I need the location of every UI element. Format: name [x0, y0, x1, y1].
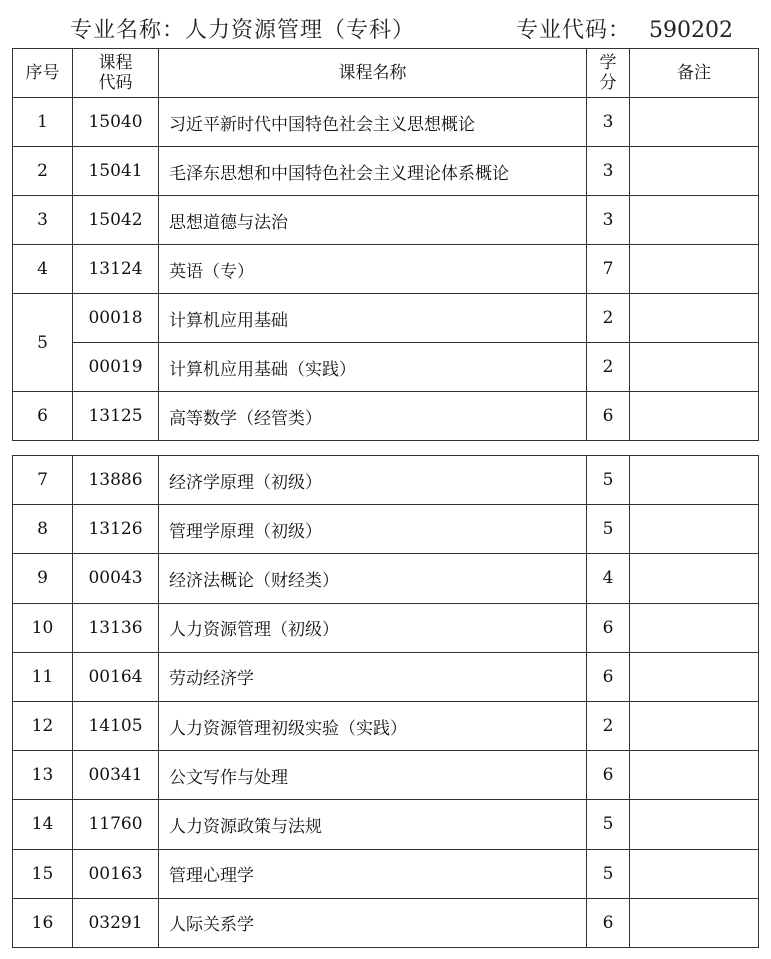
cell-seq: 4 — [13, 245, 73, 294]
cell-credit: 3 — [587, 147, 630, 196]
cell-code: 15042 — [73, 196, 159, 245]
cell-seq: 11 — [13, 652, 73, 701]
cell-seq: 12 — [13, 701, 73, 750]
cell-name: 公文写作与处理 — [159, 751, 587, 800]
cell-code: 00019 — [73, 343, 159, 392]
cell-seq: 16 — [13, 898, 73, 947]
major-name-heading — [70, 14, 415, 48]
table-row — [13, 505, 759, 554]
cell-name: 英语（专） — [159, 245, 587, 294]
cell-name: 习近平新时代中国特色社会主义思想概论 — [159, 98, 587, 147]
cell-code: 00043 — [73, 554, 159, 603]
cell-code: 00163 — [73, 849, 159, 898]
col-header-name: 课程名称 — [159, 49, 587, 98]
cell-note — [630, 98, 759, 147]
cell-credit: 2 — [587, 294, 630, 343]
cell-note — [630, 751, 759, 800]
cell-note — [630, 603, 759, 652]
cell-credit: 3 — [587, 196, 630, 245]
table-row — [13, 392, 759, 441]
col-header-code-line1: 课程 — [98, 53, 133, 73]
cell-note — [630, 554, 759, 603]
cell-credit: 5 — [587, 505, 630, 554]
cell-code: 11760 — [73, 800, 159, 849]
cell-seq: 8 — [13, 505, 73, 554]
cell-seq: 2 — [13, 147, 73, 196]
cell-code: 14105 — [73, 701, 159, 750]
cell-note — [630, 701, 759, 750]
table-row — [13, 603, 759, 652]
cell-note — [630, 800, 759, 849]
col-header-credit — [587, 49, 630, 98]
cell-note — [630, 898, 759, 947]
table-row — [13, 196, 759, 245]
cell-name: 经济法概论（财经类） — [159, 554, 587, 603]
cell-seq: 1 — [13, 98, 73, 147]
cell-credit: 5 — [587, 800, 630, 849]
cell-credit: 2 — [587, 343, 630, 392]
cell-note — [630, 294, 759, 343]
major-name-value: 人力资源管理（专科） — [185, 18, 416, 43]
cell-credit: 5 — [587, 849, 630, 898]
cell-code: 00164 — [73, 652, 159, 701]
cell-credit: 6 — [587, 603, 630, 652]
cell-name: 人际关系学 — [159, 898, 587, 947]
cell-name: 劳动经济学 — [159, 652, 587, 701]
table-row — [13, 652, 759, 701]
cell-name: 人力资源管理（初级） — [159, 603, 587, 652]
col-header-credit-line2: 分 — [599, 73, 617, 93]
cell-name: 人力资源管理初级实验（实践） — [159, 701, 587, 750]
cell-credit: 7 — [587, 245, 630, 294]
cell-name: 计算机应用基础 — [159, 294, 587, 343]
table-row — [13, 554, 759, 603]
cell-name: 管理心理学 — [159, 849, 587, 898]
table-row — [13, 147, 759, 196]
cell-credit: 6 — [587, 751, 630, 800]
cell-note — [630, 343, 759, 392]
cell-seq: 3 — [13, 196, 73, 245]
cell-seq: 7 — [13, 456, 73, 505]
cell-seq-merged: 5 — [13, 294, 73, 392]
col-header-credit-line1: 学 — [599, 53, 617, 73]
col-header-seq: 序号 — [13, 49, 73, 98]
col-header-code-line2: 代码 — [98, 73, 133, 93]
table-row — [13, 898, 759, 947]
table-row — [13, 751, 759, 800]
cell-code: 13124 — [73, 245, 159, 294]
table-row — [13, 294, 759, 343]
cell-credit: 6 — [587, 898, 630, 947]
cell-code: 03291 — [73, 898, 159, 947]
cell-note — [630, 849, 759, 898]
cell-note — [630, 505, 759, 554]
cell-code: 13886 — [73, 456, 159, 505]
cell-code: 15040 — [73, 98, 159, 147]
table-row — [13, 343, 759, 392]
cell-note — [630, 245, 759, 294]
table-row — [13, 98, 759, 147]
cell-credit: 2 — [587, 701, 630, 750]
major-code-heading — [516, 14, 733, 48]
table-row — [13, 849, 759, 898]
cell-name: 思想道德与法治 — [159, 196, 587, 245]
cell-seq: 6 — [13, 392, 73, 441]
cell-code: 13126 — [73, 505, 159, 554]
cell-seq: 14 — [13, 800, 73, 849]
cell-code: 13125 — [73, 392, 159, 441]
major-name-label: 专业名称： — [70, 18, 186, 43]
cell-name: 人力资源政策与法规 — [159, 800, 587, 849]
col-header-note: 备注 — [630, 49, 759, 98]
cell-credit: 3 — [587, 98, 630, 147]
cell-code: 13136 — [73, 603, 159, 652]
table-row — [13, 701, 759, 750]
cell-seq: 15 — [13, 849, 73, 898]
cell-name: 经济学原理（初级） — [159, 456, 587, 505]
col-header-code — [73, 49, 159, 98]
cell-credit: 6 — [587, 652, 630, 701]
cell-credit: 6 — [587, 392, 630, 441]
table-row — [13, 245, 759, 294]
course-table-top — [12, 48, 759, 441]
cell-name: 毛泽东思想和中国特色社会主义理论体系概论 — [159, 147, 587, 196]
cell-code: 00341 — [73, 751, 159, 800]
cell-note — [630, 456, 759, 505]
cell-note — [630, 392, 759, 441]
table-row — [13, 800, 759, 849]
cell-seq: 10 — [13, 603, 73, 652]
table-header-row — [13, 49, 759, 98]
major-code-label: 专业代码： — [516, 18, 632, 43]
cell-credit: 4 — [587, 554, 630, 603]
major-code-value: 590202 — [649, 18, 733, 43]
cell-note — [630, 652, 759, 701]
course-table-bottom — [12, 455, 759, 948]
cell-name: 管理学原理（初级） — [159, 505, 587, 554]
cell-note — [630, 196, 759, 245]
table-row — [13, 456, 759, 505]
cell-note — [630, 147, 759, 196]
cell-name: 计算机应用基础（实践） — [159, 343, 587, 392]
cell-seq: 9 — [13, 554, 73, 603]
cell-code: 15041 — [73, 147, 159, 196]
cell-name: 高等数学（经管类） — [159, 392, 587, 441]
cell-seq: 13 — [13, 751, 73, 800]
cell-code: 00018 — [73, 294, 159, 343]
cell-credit: 5 — [587, 456, 630, 505]
